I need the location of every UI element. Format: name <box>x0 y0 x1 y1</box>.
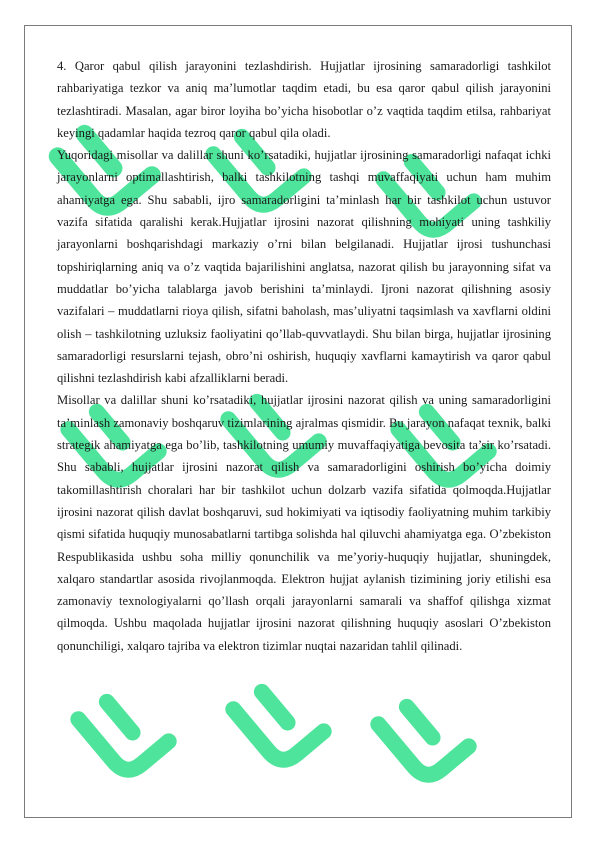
document-body <box>57 55 551 657</box>
paragraph: Misollar va dalillar shuni ko’rsatadiki, hujjatlar ijrosini nazorat qilish va uning samaradorligini ta’minlash zamonaviy boshqaruv tizimlarining ajralmas qismidir. Bu jarayon nafaqat texnik, balki strategik ahamiyatga ega bo’lib, tashkilotning umumiy muvaffaqiyatiga bevosita ta’sir ko’rsatadi. Shu sababli, hujjatlar ijrosini nazorat qilish va samaradorligini oshirish bo’yicha doimiy takomillashtirish choralari har bir tashkilot uchun dolzarb vazifa sifatida qolmoqda.Hujjatlar ijrosini nazorat qilish davlat boshqaruvi, sud hokimiyati va iqtisodiy faoliyatning muhim tarkibiy qismi sifatida huquqiy munosabatlarni tartibga solishda hal qiluvchi ahamiyatga ega. O’zbekiston Respublikasida ushbu soha milliy qonunchilik va me’yoriy-huquqiy hujjatlar, shuningdek, xalqaro standartlar asosida rivojlanmoqda. Elektron hujjat aylanish tizimining joriy etilishi esa zamonaviy texnologiyalarni qo’llash orqali jarayonlarni samarali va shaffof qilishga xizmat qilmoqda. Ushbu maqolada hujjatlar ijrosini nazorat qilishning huquqiy asoslari O’zbekiston qonunchiligi, xalqaro tajriba va elektron tizimlar nuqtai nazaridan tahlil qilinadi. <box>57 393 551 653</box>
paragraph: 4. Qaror qabul qilish jarayonini tezlashdirish. Hujjatlar ijrosining samaradorligi tashkilot rahbariyatiga tezkor va aniq ma’lumotlar taqdim etadi, bu esa qaror qabul qilish jarayonini tezlashtiradi. Masalan, agar biror loyiha bo’yicha hisobotlar o’z vaqtida taqdim etilsa, rahbariyat keyingi qadamlar haqida tezroq qaror qabul qila oladi. <box>57 59 551 140</box>
paragraph: Yuqoridagi misollar va dalillar shuni ko’rsatadiki, hujjatlar ijrosining samaradorligi nafaqat ichki jarayonlarni optimallashtirish, balki tashkilotning tashqi muvaffaqiyati uchun ham muhim ahamiyatga ega. Shu sababli, ijro samaradorligini ta’minlash har bir tashkilot uchun ustuvor vazifa sifatida qaralishi kerak.Hujjatlar ijrosini nazorat qilishning mohiyati uning tashkiliy jarayonlarni boshqarishdagi markaziy o’rni bilan belgilanadi. Hujjatlar ijrosi tushunchasi topshiriqlarning aniq va o’z vaqtida bajarilishini anglatsa, nazorat qilish bu jarayonning sifat va muddatlar bo’yicha talablarga javob berishini ta’minlaydi. Ijroni nazorat qilishning asosiy vazifalari – muddatlarni rioya qilish, sifatni baholash, mas’uliyatni taqsimlash va xavflarni oldini olish – tashkilotning uzluksiz faoliyatini qo’llab-quvvatlaydi. Shu bilan birga, hujjatlar ijrosining samaradorligi resurslarni tejash, obro’ni oshirish, huquqiy xavflarni kamaytirish va qaror qabul qilishni tezlashdirish kabi afzalliklarni beradi. <box>57 148 551 386</box>
